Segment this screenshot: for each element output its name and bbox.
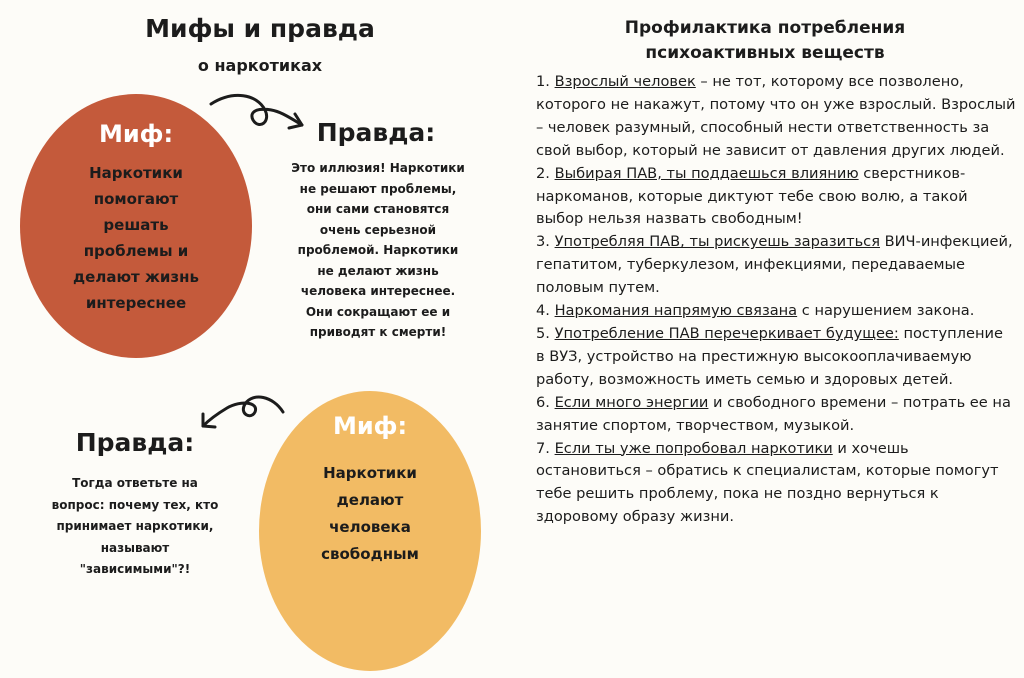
truth-2-line: "зависимыми"?! [79,562,191,576]
truth-1-line: приводят к смерти! [309,325,447,339]
list-item-underlined: Употребляя ПАВ, ты рискуешь заразиться [554,233,880,251]
page-subtitle: о наркотиках [197,56,323,75]
myth-2-line: Наркотики [323,464,417,482]
myth-1-line: делают жизнь [73,268,199,286]
myth-1-text [30,160,242,316]
myth-2-line: делают [336,491,404,509]
myth-1-line: Наркотики [89,164,183,182]
truth-1-line: не решают проблемы, [299,181,457,196]
prevention-title-line: Профилактика потребления [624,18,906,38]
curved-arrow-right-icon [205,92,310,142]
list-item-text: и хочешь остановиться – обратись к специалистам, которые помогут тебе решить проблему, пока не поздно вернуться к здоровому образу жизни. [536,439,999,526]
list-item [536,392,1016,438]
list-item-underlined: Выбирая ПАВ, ты поддаешься влиянию [554,164,859,182]
list-item-number: 2. [536,164,550,182]
list-item-text: поступление в ВУЗ, устройство на престижную высокооплачиваемую работу, возможность иметь семью и здоровых детей. [536,324,1003,388]
list-item [536,231,1016,300]
myth-1-label: Миф: [98,120,174,148]
list-item-text: ВИЧ-инфекцией, гепатитом, туберкулезом, инфекциями, передаваемые половым путем. [536,233,1013,297]
list-item-text: с нарушением закона. [797,302,975,320]
list-item-underlined: Если ты уже попробовал наркотики [554,439,833,457]
myth-1-line: проблемы и [83,242,189,260]
prevention-list [536,71,1016,529]
truth-2-line: вопрос: почему тех, кто [51,497,219,512]
truth-1-line: проблемой. Наркотики [297,243,459,257]
list-item-number: 1. [536,73,550,90]
list-item-number: 4. [536,302,550,320]
truth-1-label: Правда: [316,118,436,147]
list-item-text: и свободного времени – потрать ее на занятие спортом, творчеством, музыкой. [536,393,1011,434]
list-item-underlined: Взрослый человек [554,73,696,90]
truth-2-text [25,473,245,581]
list-item-number: 5. [536,324,550,342]
list-item-text: сверстников-наркоманов, которые диктуют тебе свою волю, а такой выбор нельзя назвать свободным! [536,164,968,228]
list-item-number: 3. [536,233,550,251]
truth-1-line: Это иллюзия! Наркотики [291,161,465,175]
truth-1-line: не делают жизнь [317,263,439,278]
myth-1-line: интереснее [85,294,187,312]
list-item-underlined: Наркомания напрямую связана [554,302,798,320]
truth-1-line: очень серьезной [319,222,437,237]
list-item-underlined: Если много энергии [554,393,709,411]
list-item-underlined: Употребление ПАВ перечеркивает будущее: [554,324,899,342]
myth-2-label: Миф: [332,412,408,440]
myth-1-line: помогают [93,190,179,208]
list-item [536,300,1016,323]
list-item [536,438,1016,530]
list-item [536,323,1016,392]
list-item [536,71,1016,163]
prevention-title-line: психоактивных веществ [645,43,885,63]
myth-2-line: человека [329,518,411,536]
prevention-title [560,16,970,66]
truth-1-line: человека интереснее. [300,284,456,298]
myth-2-text [269,460,471,568]
list-item-number: 6. [536,393,550,411]
truth-2-line: принимает наркотики, [56,519,214,533]
truth-2-label: Правда: [75,428,195,457]
myth-2-line: свободным [321,545,419,563]
truth-1-line: Они сокращают ее и [305,304,451,319]
list-item-number: 7. [536,439,550,457]
page-title: Мифы и правда [145,14,375,43]
truth-1-text [262,158,494,343]
truth-2-line: Тогда ответьте на [72,476,198,490]
list-item-text: – не тот, которому все позволено, которого не накажут, потому что он уже взрослый. Взрослый – человек разумный, способный нести ответственность за свой выбор, который не зависит от давления других людей. [536,73,1016,159]
truth-1-line: они сами становятся [306,202,450,216]
truth-2-line: называют [100,540,170,555]
list-item [536,163,1016,232]
myth-1-line: решать [103,216,169,234]
